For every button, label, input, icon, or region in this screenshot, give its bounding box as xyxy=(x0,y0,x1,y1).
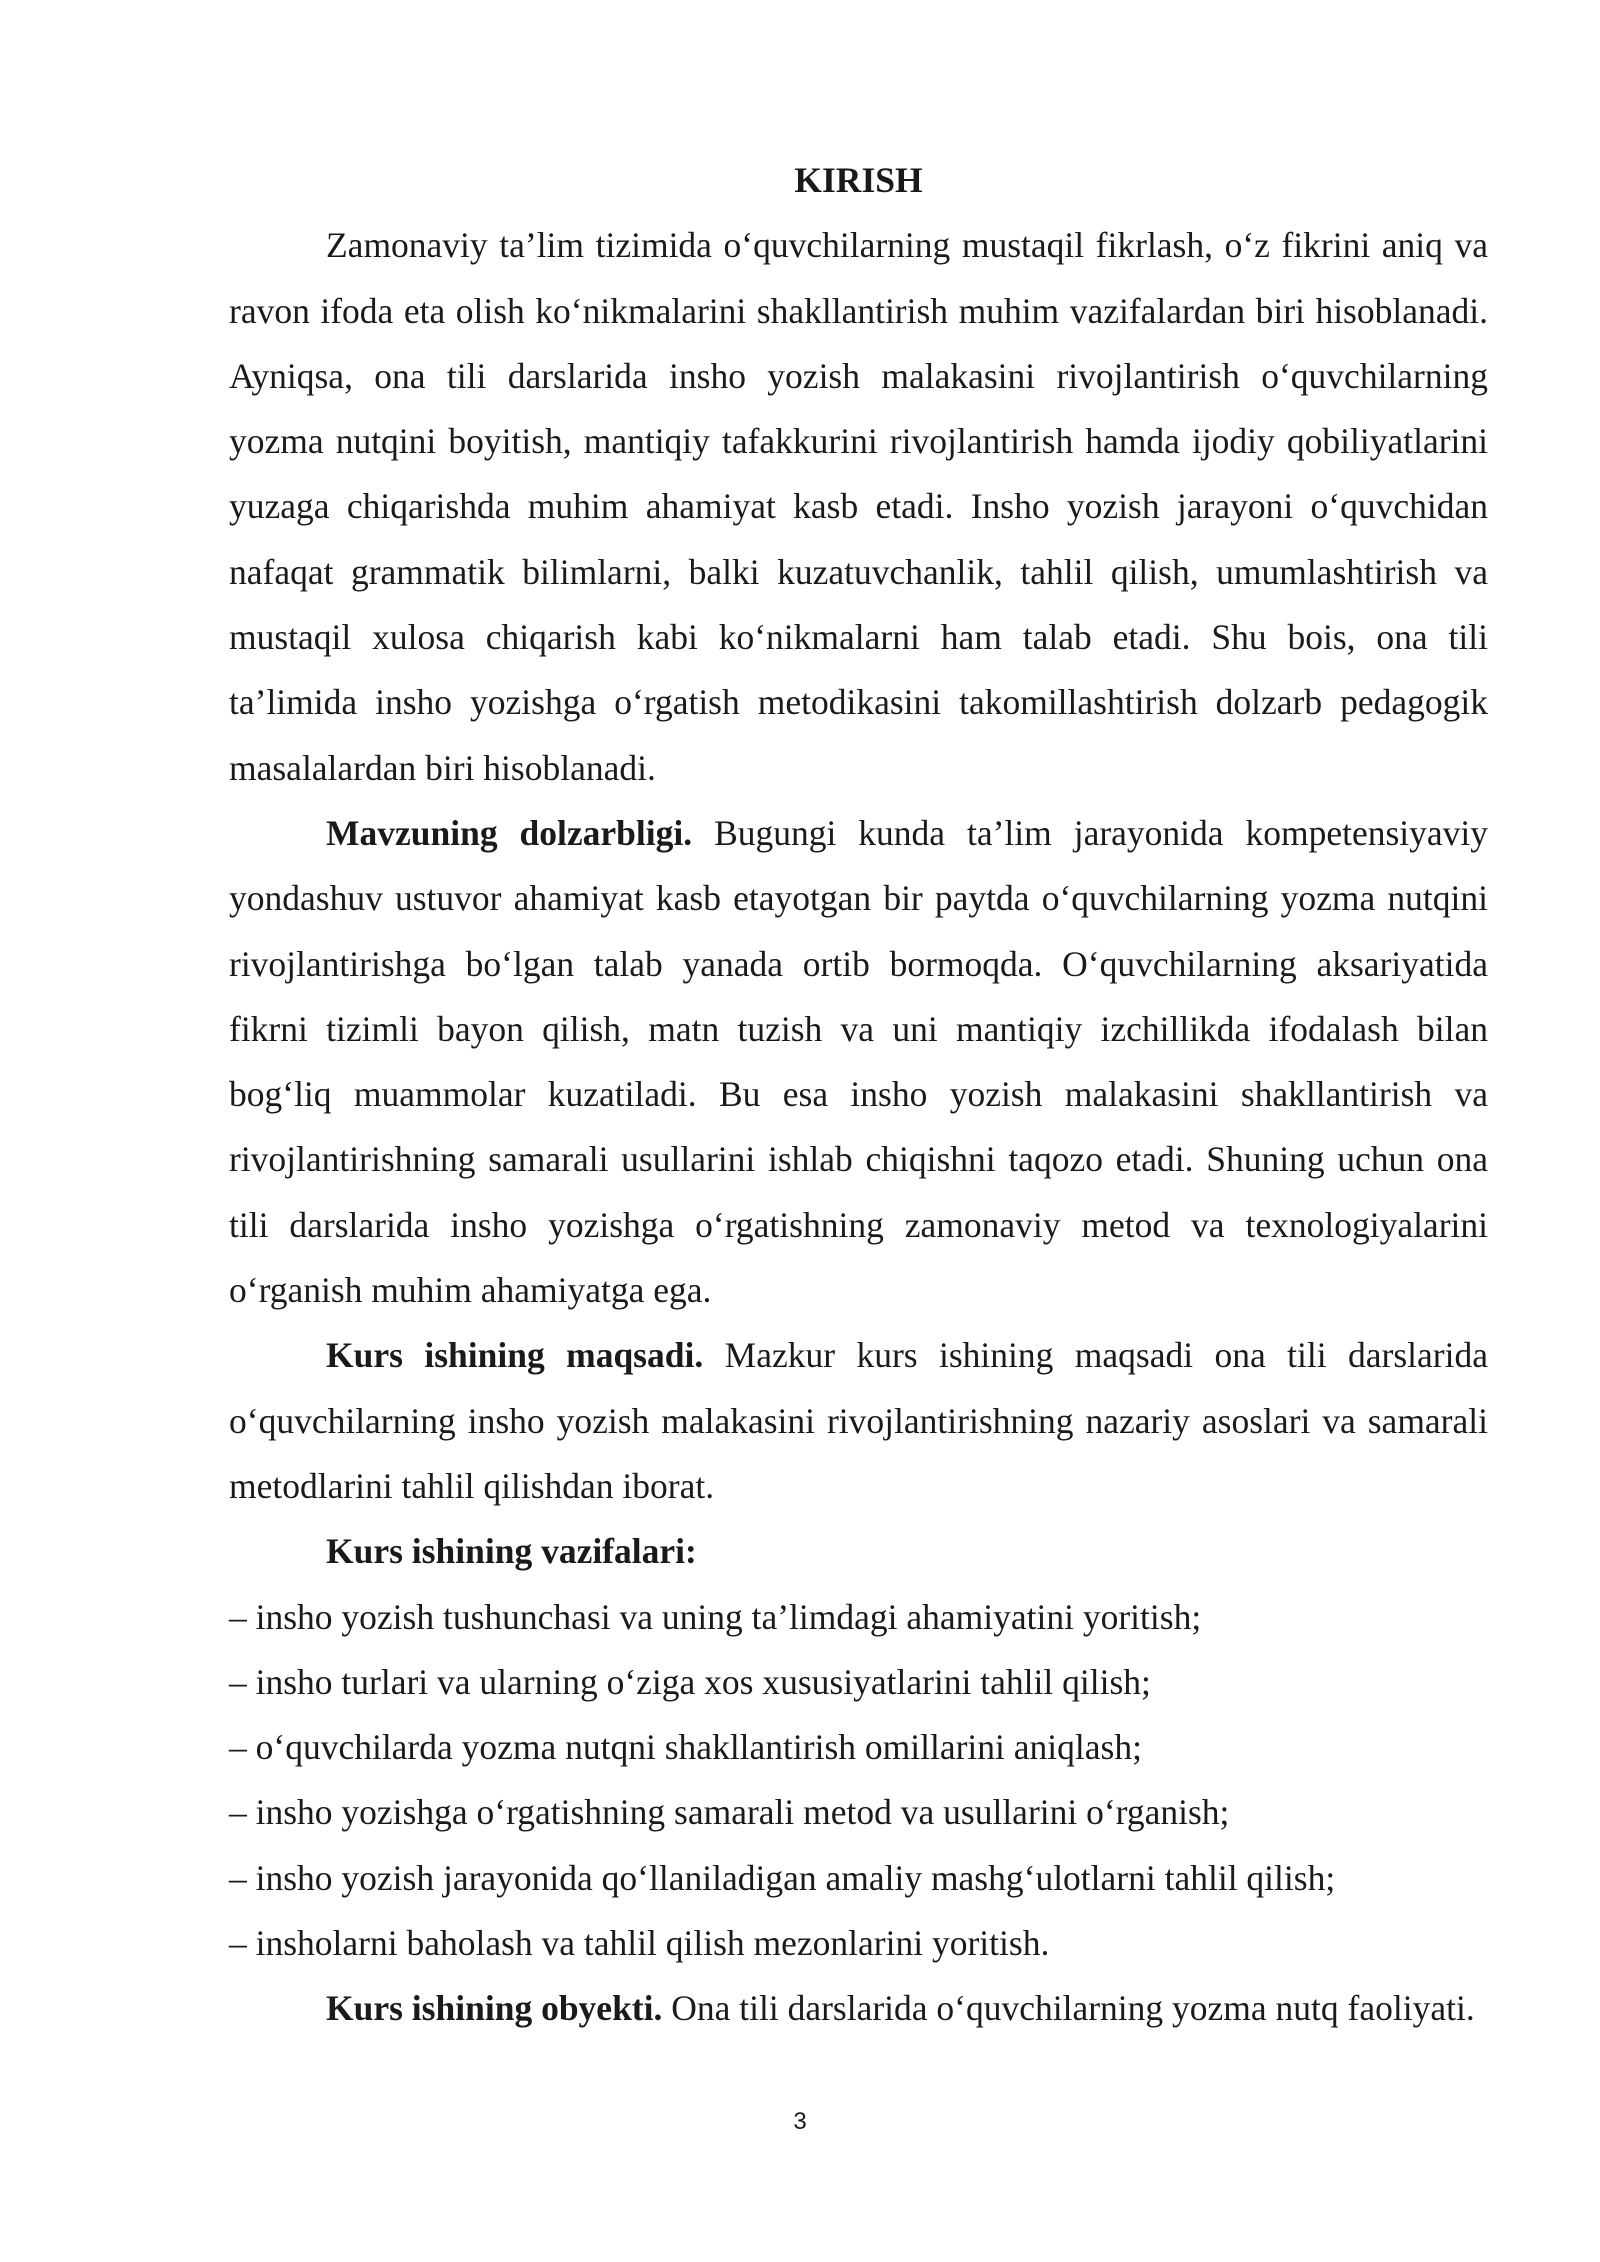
relevance-paragraph xyxy=(229,801,1488,1323)
list-item: – insho yozish tushunchasi va uning ta’limdagi ahamiyatini yoritish; xyxy=(229,1596,1202,1637)
page-number: 3 xyxy=(793,2108,807,2135)
goal-paragraph xyxy=(229,1323,1488,1519)
relevance-heading: Mavzuning dolzarbligi. xyxy=(326,812,693,853)
list-item: – insholarni baholash va tahlil qilish mezonlarini yoritish. xyxy=(229,1923,1050,1964)
page-content xyxy=(229,148,1488,2042)
object-text: Ona tili darslarida o‘quvchilarning yozma nutq faoliyati. xyxy=(662,1988,1475,2029)
goal-text: Mazkur kurs ishining maqsadi ona tili darslarida o‘quvchilarning insho yozish malakasini rivojlantirishning nazariy asoslari va samarali metodlarini tahlil qilishdan iborat. xyxy=(229,1335,1488,1506)
goal-heading: Kurs ishining maqsadi. xyxy=(326,1335,704,1376)
object-heading: Kurs ishining obyekti. xyxy=(326,1988,663,2029)
tasks-heading: Kurs ishining vazifalari: xyxy=(326,1531,697,1572)
tasks-list xyxy=(229,1585,1488,1977)
list-item: – insho turlari va ularning o‘ziga xos xususiyatlarini tahlil qilish; xyxy=(229,1661,1151,1702)
object-paragraph xyxy=(229,1976,1488,2041)
section-title: KIRISH xyxy=(794,160,923,200)
list-item: – insho yozishga o‘rgatishning samarali metod va usullarini o‘rganish; xyxy=(229,1792,1230,1833)
relevance-text: Bugungi kunda ta’lim jarayonida kompetensiyaviy yondashuv ustuvor ahamiyat kasb etayotgan bir paytda o‘quvchilarning yozma nutqini rivojlantirishga bo‘lgan talab yanada ortib bormoqda. O‘quvchilarning aksariyatida fikrni tizimli bayon qilish, matn tuzish va uni mantiqiy izchillikda ifodalash bilan bog‘liq muammolar kuzatiladi. Bu esa insho yozish malakasini shakllantirish va rivojlantirishning samarali usullarini ishlab chiqishni taqozo etadi. Shuning uchun ona tili darslarida insho yozishga o‘rgatishning zamonaviy metod va texnologiyalarini o‘rganish muhim ahamiyatga ega. xyxy=(229,812,1488,1311)
list-item: – insho yozish jarayonida qo‘llaniladigan amaliy mashg‘ulotlarni tahlil qilish; xyxy=(229,1857,1336,1898)
intro-paragraph: Zamonaviy ta’lim tizimida o‘quvchilarning mustaqil fikrlash, o‘z fikrini aniq va ravon ifoda eta olish ko‘nikmalarini shakllantirish muhim vazifalardan biri hisoblanadi. Ayniqsa, ona tili darslarida insho yozish malakasini rivojlantirish o‘quvchilarning yozma nutqini boyitish, mantiqiy tafakkurini rivojlantirish hamda ijodiy qobiliyatlarini yuzaga chiqarishda muhim ahamiyat kasb etadi. Insho yozish jarayoni o‘quvchidan nafaqat grammatik bilimlarni, balki kuzatuvchanlik, tahlil qilish, umumlashtirish va mustaqil xulosa chiqarish kabi ko‘nikmalarni ham talab etadi. Shu bois, ona tili ta’limida insho yozishga o‘rgatish metodikasini takomillashtirish dolzarb pedagogik masalalardan biri hisoblanadi. xyxy=(229,225,1488,788)
list-item: – o‘quvchilarda yozma nutqni shakllantirish omillarini aniqlash; xyxy=(229,1727,1142,1768)
